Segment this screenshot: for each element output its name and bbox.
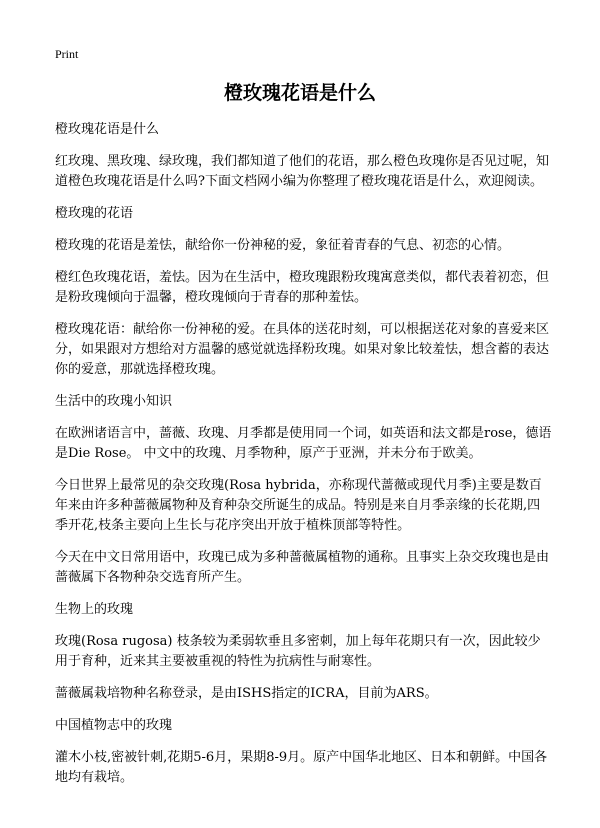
section-heading: 橙玫瑰花语是什么 <box>55 122 160 137</box>
body-paragraph: 橙玫瑰的花语是羞怯，献给你一份神秘的爱，象征着青春的气息、初恋的心情。 <box>55 238 511 253</box>
body-paragraph: 今日世界上最常见的杂交玫瑰(Rosa hybrida，亦称现代蔷薇或现代月季)主要是数百年来由许多种蔷薇属物种及育种杂交所诞生的成品。特别是来自月季亲缘的长花期,四季开花,枝条主要向上生长与花序突出开放于植株顶部等特性。 <box>55 478 542 533</box>
body-paragraph: 今天在中文日常用语中，玫瑰已成为多种蔷薇属植物的通称。且事实上杂交玫瑰也是由蔷薇属下各物种杂交选育所产生。 <box>55 550 550 585</box>
document-body <box>55 120 552 800</box>
document-title: 橙玫瑰花语是什么 <box>223 82 376 104</box>
section-heading: 生物上的玫瑰 <box>55 602 134 617</box>
body-paragraph: 蔷薇属栽培物种名称登录，是由ISHS指定的ICRA，目前为ARS。 <box>55 686 438 701</box>
body-paragraph: 橙红色玫瑰花语，羞怯。因为在生活中，橙玫瑰跟粉玫瑰寓意类似，都代表着初恋，但是粉玫瑰倾向于温馨，橙玫瑰倾向于青春的那种羞怯。 <box>55 270 550 305</box>
body-paragraph: 橙玫瑰花语：献给你一份神秘的爱。在具体的送花时刻，可以根据送花对象的喜爱来区分，如果跟对方想给对方温馨的感觉就选择粉玫瑰。如果对象比较羞怯，想含蓄的表达你的爱意，那就选择橙玫瑰。 <box>55 322 550 377</box>
body-paragraph: 红玫瑰、黑玫瑰、绿玫瑰，我们都知道了他们的花语，那么橙色玫瑰你是否见过呢，知道橙色玫瑰花语是什么吗?下面文档网小编为你整理了橙玫瑰花语是什么，欢迎阅读。 <box>55 154 550 189</box>
body-paragraph: 灌木小枝,密被针刺,花期5-6月，果期8-9月。原产中国华北地区、日本和朝鲜。中国各地均有栽培。 <box>55 750 548 785</box>
section-heading: 中国植物志中的玫瑰 <box>55 718 173 733</box>
print-link[interactable]: Print <box>55 47 79 61</box>
section-heading: 生活中的玫瑰小知识 <box>55 394 173 409</box>
body-paragraph: 在欧洲诸语言中，蔷薇、玫瑰、月季都是使用同一个词，如英语和法文都是rose，德语是Die Rose。 中文中的玫瑰、月季物种，原产于亚洲，并未分布于欧美。 <box>55 426 552 461</box>
section-heading: 橙玫瑰的花语 <box>55 206 134 221</box>
body-paragraph: 玫瑰(Rosa rugosa) 枝条较为柔弱软垂且多密刺，加上每年花期只有一次，因此较少用于育种，近来其主要被重视的特性为抗病性与耐寒性。 <box>55 634 541 669</box>
